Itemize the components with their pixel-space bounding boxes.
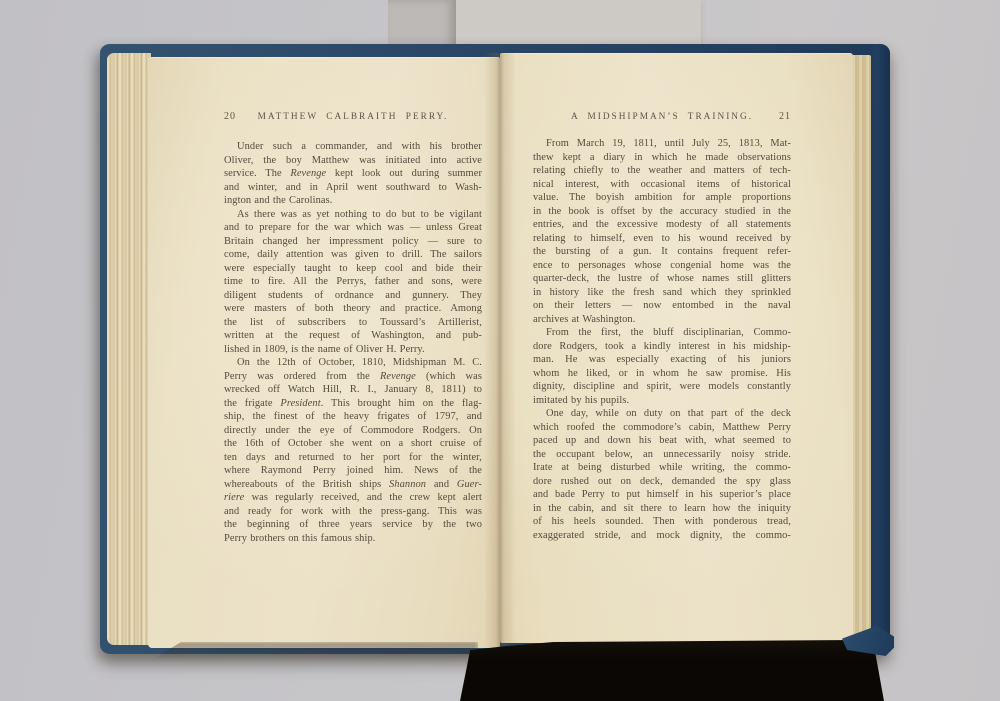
text-line: and bade Perry to put himself in his superior’s place: [533, 489, 791, 500]
text-line: imitated by his pupils.: [533, 394, 630, 406]
text-line: Under such a commander, and with his brother: [237, 141, 482, 152]
text-line: diligent students of ordnance and gunnery. They: [224, 289, 482, 301]
text-line: the 16th of October she went on a short cruise of: [224, 438, 482, 449]
text-line: quarter-deck, the lustre of whose names still glitters: [533, 273, 791, 284]
text-line: written at the request of Washington, and pub-: [224, 330, 482, 341]
text-line: time to fire. All the Perrys, father and sons, were: [224, 276, 482, 287]
page-stack-left-edges: [107, 53, 151, 645]
book-gutter-shadow: [484, 53, 516, 648]
text-line: From the first, the bluff disciplinarian, Commo-: [546, 327, 791, 338]
text-line: ence to personages whose congenial home was the: [533, 259, 791, 271]
book-page-right: [500, 53, 853, 643]
text-line: Oliver, the boy Matthew was initiated into active: [224, 154, 482, 166]
text-line: ten days and returned to her port for the winter,: [224, 451, 482, 463]
text-line: on their letters — now entombed in the naval: [533, 300, 791, 311]
text-line: On the 12th of October, 1810, Midshipman M. C.: [237, 357, 482, 368]
text-line: lished in 1809, is the name of Oliver H. Perry.: [224, 343, 425, 355]
text-line: exaggerated stride, and mock dignity, the commo-: [533, 529, 791, 541]
text-line: the beginning of three years service by the two: [224, 519, 482, 530]
text-line: man. He was especially exacting of his juniors: [533, 354, 791, 365]
text-line: and to prepare for the war which was — unless Great: [224, 222, 482, 233]
running-header-right: [533, 112, 791, 122]
text-line: were masters of both theory and practice. Among: [224, 303, 482, 314]
text-line: Perry brothers on this famous ship.: [224, 532, 376, 544]
right-page-body: [533, 137, 791, 542]
book-shadow: [148, 642, 478, 662]
text-line: in history like the fresh sand which they sprinkled: [533, 286, 791, 298]
text-line: of his heels sounded. Then with ponderous tread,: [533, 516, 791, 527]
text-line: From March 19, 1811, until July 25, 1813, Mat-: [546, 138, 791, 149]
text-line: riere was regularly received, and the crew kept alert: [224, 492, 482, 503]
running-title-left: MATTHEW CALBRAITH PERRY.: [257, 112, 449, 122]
text-line: Irate at being disturbed while writing, the commo-: [533, 462, 791, 473]
text-line: in the cabin, and sit there to learn how the iniquity: [533, 502, 791, 514]
text-line: service. The Revenge kept look out during summer: [224, 168, 482, 179]
text-line: wrecked off Watch Hill, R. I., January 8, 1811) to: [224, 384, 482, 395]
text-line: come, daily attention was given to drill. The sailors: [224, 249, 482, 260]
text-line: the frigate President. This brought him on the flag-: [224, 397, 482, 409]
text-line: nical interest, with occasional items of historical: [533, 178, 791, 190]
text-line: directly under the eye of Commodore Rodgers. On: [224, 424, 482, 436]
page-number-left: 20: [224, 111, 236, 122]
text-line: value. The boyish ambition for ample proportions: [533, 192, 791, 203]
page-stack-right-edges: [853, 55, 871, 641]
text-line: the list of subscribers to Toussard’s Artillerist,: [224, 316, 482, 328]
text-line: the occupant below, an unnecessarily noisy stride.: [533, 448, 791, 460]
text-line: Britain changed her impressment policy — sure to: [224, 235, 482, 247]
open-book: [100, 44, 890, 654]
text-line: archives at Washington.: [533, 313, 636, 325]
text-line: Perry was ordered from the Revenge (which was: [224, 370, 482, 382]
text-line: ington and the Carolinas.: [224, 195, 333, 206]
text-line: entries, and the excessive modesty of all statements: [533, 219, 791, 230]
text-line: thew kept a diary in which he made observations: [533, 151, 791, 163]
text-line: and ready for work with the press-gang. This was: [224, 505, 482, 517]
running-header-left: [224, 112, 482, 122]
text-line: were especially taught to keep cool and bide their: [224, 262, 482, 274]
text-line: dignity, discipline and spirit, were models constantly: [533, 381, 791, 392]
left-page-body: [224, 140, 482, 545]
text-line: dore rushed out on deck, demanded the spy glass: [533, 475, 791, 487]
text-line: the bursting of a gun. It contains frequent refer-: [533, 246, 791, 257]
text-line: in the book is offset by the accuracy studied in the: [533, 205, 791, 217]
text-line: relating chiefly to the weather and matters of tech-: [533, 165, 791, 176]
text-line: One day, while on duty on that part of the deck: [546, 408, 791, 419]
text-line: and winter, and in April went southward to Wash-: [224, 181, 482, 193]
page-number-right: 21: [779, 111, 791, 122]
text-line: whereabouts of the British ships Shannon and Guer-: [224, 478, 482, 490]
text-line: which roofed the commodore’s cabin, Matthew Perry: [533, 421, 791, 433]
running-title-right: A MIDSHIPMAN’S TRAINING.: [570, 112, 754, 122]
text-line: As there was as yet nothing to do but to be vigilant: [237, 208, 482, 220]
text-line: paced up and down his beat with, what seemed to: [533, 435, 791, 446]
text-line: whom he liked, or in whom he saw promise. His: [533, 367, 791, 379]
text-line: dore Rodgers, took a kindly interest in his midship-: [533, 340, 791, 352]
book-cover-right-edge: [868, 44, 890, 654]
book-page-left: [148, 57, 500, 648]
text-line: ship, the finest of the heavy frigates of 1797, and: [224, 411, 482, 422]
text-line: where Raymond Perry joined him. News of the: [224, 465, 482, 476]
text-line: relating to himself, even to his wound received by: [533, 232, 791, 244]
